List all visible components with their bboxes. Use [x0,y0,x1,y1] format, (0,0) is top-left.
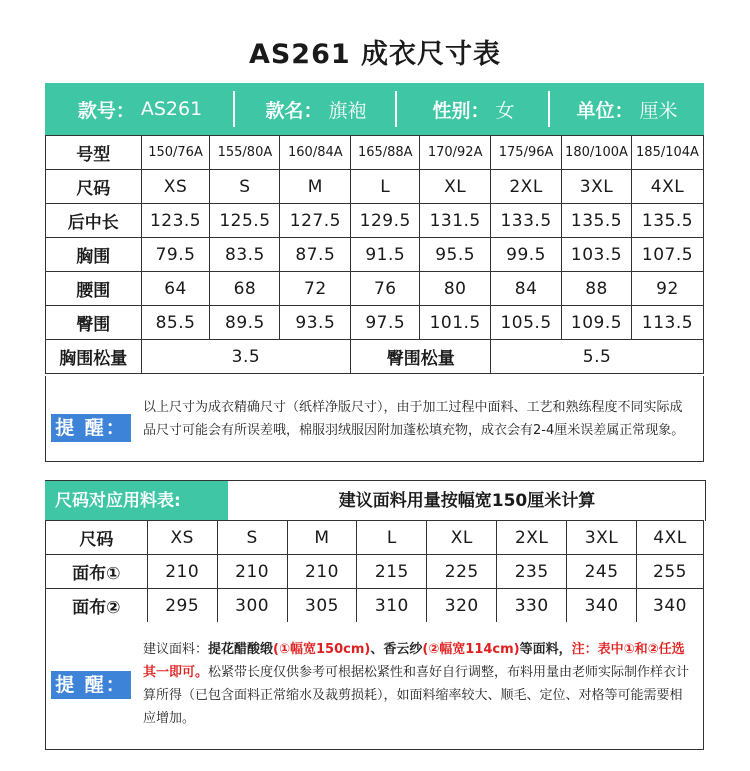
style-number-value: AS261 [140,98,203,120]
table-cell: 170/92A [420,136,491,170]
table-cell: 91.5 [351,238,420,272]
row-label: 后中长 [46,204,142,238]
table-cell: 215 [357,555,427,589]
table-cell: 210 [147,555,217,589]
style-number-label: 款号： [77,99,135,122]
table-cell: 88 [562,272,632,306]
table-cell: 235 [497,555,567,589]
suggest-label: 建议面料： [143,642,209,657]
fabric-header [45,480,706,521]
row-label: 号型 [46,136,142,170]
table-cell: 97.5 [351,306,420,340]
fabric-table-label: 尺码对应用料表: [45,481,228,521]
chest-ease-label: 胸围松量 [46,340,142,374]
unit [550,83,704,135]
fabric-width-note: 建议面料用量按幅宽150厘米计算 [338,491,596,511]
style-name [235,83,397,135]
table-cell: 107.5 [631,238,703,272]
elastic-note: 松紧带长度仅供参考可根据松紧性和喜好自行调整，布料用量由老师实际制作样衣计算所得（已包含面料正常缩水及裁剪损耗），如面料缩率较大、顺毛、定位、对格等可能需要相应增加。 [143,665,690,726]
table-cell: 103.5 [562,238,632,272]
table-cell: 185/104A [631,136,703,170]
table-cell: S [217,521,287,555]
fabric-name-2: 、香云纱 [370,642,423,657]
table-cell: 2XL [491,170,562,204]
unit-label: 单位： [576,99,634,122]
table-cell: 180/100A [562,136,632,170]
table-cell: 131.5 [420,204,491,238]
row-label: 面布② [46,589,148,623]
page-title: AS261 成衣尺寸表 [248,39,502,70]
table-cell: 109.5 [562,306,632,340]
table-cell: 300 [217,589,287,623]
table-cell: 93.5 [280,306,351,340]
reminder-text: 以上尺寸为成衣精确尺寸（纸样净版尺寸），由于加工过程中面料、工艺和熟练程度不同实际成品尺寸可能会有所误差哦，棉服羽绒服因附加蓬松填充物，成衣会有2-4厘米误差属正常现象。 [143,400,685,438]
row-label: 尺码 [46,170,142,204]
table-row [46,589,704,623]
table-cell: 330 [497,589,567,623]
table-cell: 3XL [567,521,637,555]
table-cell: 129.5 [351,204,420,238]
row-label: 臀围 [46,306,142,340]
table-cell: 2XL [497,521,567,555]
table-cell: 68 [210,272,280,306]
table-row [46,272,704,306]
size-table [45,135,704,374]
table-cell: 113.5 [631,306,703,340]
table-cell: 64 [141,272,210,306]
gender-value: 女 [495,99,515,122]
table-cell: 99.5 [491,238,562,272]
table-row [46,204,704,238]
table-row [46,555,704,589]
fabric-name-1: 提花醋酸缎 [208,642,274,657]
table-cell: L [351,170,420,204]
hip-ease-label: 臀围松量 [351,340,491,374]
table-cell: 155/80A [210,136,280,170]
style-name-label: 款名： [265,99,323,122]
row-label: 胸围 [46,238,142,272]
table-cell: M [287,521,357,555]
table-cell: 95.5 [420,238,491,272]
table-cell: 89.5 [210,306,280,340]
table-cell: XL [427,521,497,555]
table-cell: 72 [280,272,351,306]
table-cell: M [280,170,351,204]
gender [397,83,550,135]
row-label: 面布① [46,555,148,589]
table-cell: 84 [491,272,562,306]
table-cell: 295 [147,589,217,623]
reminder-tag: 提 醒： [51,414,131,442]
table-row [46,170,704,204]
table-cell: 305 [287,589,357,623]
table-cell: XS [141,170,210,204]
table-cell: 210 [287,555,357,589]
table-cell: 210 [217,555,287,589]
row-label: 尺码 [46,521,148,555]
reminder-box [45,376,704,462]
table-cell: 4XL [637,521,704,555]
table-row [46,306,704,340]
table-cell: XS [147,521,217,555]
table-cell: 310 [357,589,427,623]
table-cell: 127.5 [280,204,351,238]
ease-row [46,340,704,374]
table-cell: 79.5 [141,238,210,272]
fabric-suffix: 等面料， [519,642,572,657]
table-cell: 150/76A [141,136,210,170]
table-cell: 135.5 [562,204,632,238]
fabric-reminder-tag: 提 醒： [51,671,131,699]
table-cell: 160/84A [280,136,351,170]
unit-value: 厘米 [639,99,678,122]
table-cell: 80 [420,272,491,306]
table-cell: 165/88A [351,136,420,170]
table-cell: 3XL [562,170,632,204]
gender-label: 性别： [432,99,490,122]
hip-ease-value: 5.5 [491,340,704,374]
table-cell: 320 [427,589,497,623]
header-row [46,521,704,555]
fabric-width-1: (①幅宽150cm) [273,642,371,657]
table-cell: 85.5 [141,306,210,340]
table-cell: 245 [567,555,637,589]
row-label: 腰围 [46,272,142,306]
table-cell: 125.5 [210,204,280,238]
info-banner [45,83,704,135]
table-row [46,136,704,170]
table-cell: 340 [637,589,704,623]
table-cell: 4XL [631,170,703,204]
table-cell: 340 [567,589,637,623]
chest-ease-value: 3.5 [141,340,351,374]
fabric-reminder-box [45,622,704,750]
fabric-usage-table [45,520,704,623]
table-cell: 123.5 [141,204,210,238]
table-cell: 83.5 [210,238,280,272]
style-number [45,83,235,135]
table-cell: 255 [637,555,704,589]
table-cell: 105.5 [491,306,562,340]
table-cell: 135.5 [631,204,703,238]
table-row [46,238,704,272]
table-cell: XL [420,170,491,204]
table-cell: 101.5 [420,306,491,340]
table-cell: 92 [631,272,703,306]
fabric-width-2: (②幅宽114cm) [422,642,520,657]
table-cell: L [357,521,427,555]
table-cell: 87.5 [280,238,351,272]
fabric-reminder-text [143,638,695,730]
table-cell: 76 [351,272,420,306]
table-cell: S [210,170,280,204]
style-name-value: 旗袍 [328,99,367,122]
table-cell: 225 [427,555,497,589]
table-cell: 175/96A [491,136,562,170]
choose-one-note: 注：表中①和②任选其一即可。 [143,642,685,680]
table-cell: 133.5 [491,204,562,238]
